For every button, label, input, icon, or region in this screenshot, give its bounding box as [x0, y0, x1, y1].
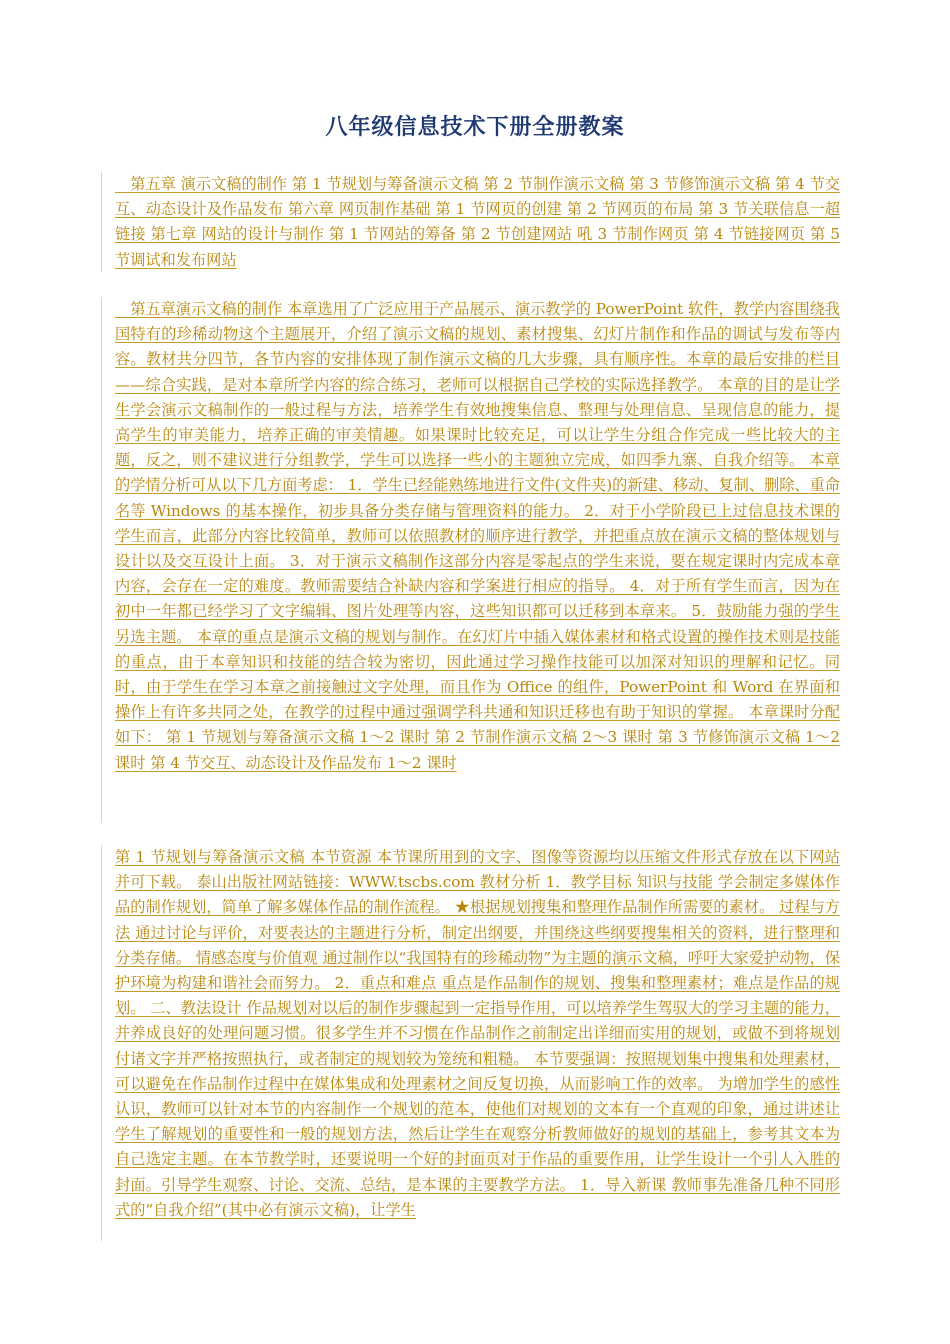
- section-one-block: [101, 845, 846, 1241]
- chapter-overview-block: [101, 297, 846, 823]
- table-of-contents-link[interactable]: 第五章 演示文稿的制作 第 1 节规划与筹备演示文稿 第 2 节制作演示文稿 第 3 节修饰演示文稿 第 4 节交互、动态设计及作品发布 第六章 网页制作基础 第 1 节网页的创建 第 2 节网页的布局 第 3 节关联信息一超链接 第七章 网站的设计与制作 第 1 节网站的筹备 第 2 节创建网站 吼 3 节制作网页 第 4 节链接网页 第 5 节调试和发布网站: [115, 175, 840, 269]
- table-of-contents-block: [101, 172, 846, 272]
- document-title: 八年级信息技术下册全册教案: [325, 115, 625, 140]
- section-one-link[interactable]: 第 1 节规划与筹备演示文稿 本节资源 本节课所用到的文字、图像等资源均以压缩文件形式存放在以下网站并可下载。 泰山出版社网站链接：WWW.tscbs.com 教材分析 1．教学目标 知识与技能 学会制定多媒体作品的制作规划，简单了解多媒体作品的制作流程。 ★根据规划搜集和整理作品制作所需要的素材。 过程与方法 通过讨论与评价，对要表达的主题进行分析，制定出纲要，并围绕这些纲要搜集相关的资料，进行整理和分类存储。 情感态度与价值观 通过制作以“我国特有的珍稀动物”为主题的演示文稿，呼吁大家爱护动物，保护环境为构建和谐社会而努力。 2．重点和难点 重点是作品制作的规划、搜集和整理素材；难点是作品的规划。 二、教法设计 作品规划对以后的制作步骤起到一定指导作用，可以培养学生驾驭大的学习主题的能力，并养成良好的处理问题习惯。很多学生并不习惯在作品制作之前制定出详细而实用的规划，或做不到将规划付诸文字并严格按照执行，或者制定的规划较为笼统和粗糙。 本节要强调：按照规划集中搜集和处理素材，可以避免在作品制作过程中在媒体集成和处理素材之间反复切换，从而影响工作的效率。 为增加学生的感性认识，教师可以针对本节的内容制作一个规划的范本，使他们对规划的文本有一个直观的印象，通过讲述让学生了解规划的重要性和一般的规划方法，然后让学生在观察分析教师做好的规划的基础上，参考其文本为自己选定主题。在本节教学时，还要说明一个好的封面页对于作品的重要作用，让学生设计一个引人入胜的封面。引导学生观察、讨论、交流、总结，是本课的主要教学方法。 1．导入新课 教师事先准备几种不同形式的“自我介绍”(其中必有演示文稿)，让学生: [115, 848, 840, 1219]
- chapter-overview-link[interactable]: 第五章演示文稿的制作 本章选用了广泛应用于产品展示、演示教学的 PowerPoint 软件，教学内容围绕我国特有的珍稀动物这个主题展开，介绍了演示文稿的规划、素材搜集、幻灯片制作和作品的调试与发布等内容。教材共分四节，各节内容的安排体现了制作演示文稿的几大步骤，具有顺序性。本章的最后安排的栏目——综合实践，是对本章所学内容的综合练习，老师可以根据自己学校的实际选择教学。 本章的目的是让学生学会演示文稿制作的一般过程与方法，培养学生有效地搜集信息、整理与处理信息、呈现信息的能力，提高学生的审美能力，培养正确的审美情趣。如果课时比较充足，可以让学生分组合作完成一些比较大的主题，反之，则不建议进行分组教学，学生可以选择一些小的主题独立完成，如四季九寨、自我介绍等。 本章的学情分析可从以下几方面考虑： 1．学生已经能熟练地进行文件(文件夹)的新建、移动、复制、删除、重命名等 Windows 的基本操作，初步具备分类存储与管理资料的能力。 2．对于小学阶段已上过信息技术课的学生而言，此部分内容比较简单，教师可以依照教材的顺序进行教学，并把重点放在演示文稿的整体规划与设计以及交互设计上面。 3．对于演示文稿制作这部分内容是零起点的学生来说，要在规定课时内完成本章内容，会存在一定的难度。教师需要结合补缺内容和学案进行相应的指导。 4．对于所有学生而言，因为在初中一年都已经学习了文字编辑、图片处理等内容，这些知识都可以迁移到本章来。 5．鼓励能力强的学生另选主题。 本章的重点是演示文稿的规划与制作。在幻灯片中插入媒体素材和格式设置的操作技术则是技能的重点，由于本章知识和技能的结合较为密切，因此通过学习操作技能可以加深对知识的理解和记忆。同时，由于学生在学习本章之前接触过文字处理，而且作为 Office 的组件，PowerPoint 和 Word 在界面和操作上有许多共同之处，在教学的过程中通过强调学科共通和知识迁移也有助于知识的掌握。 本章课时分配如下： 第 1 节规划与筹备演示文稿 1～2 课时 第 2 节制作演示文稿 2～3 课时 第 3 节修饰演示文稿 1～2 课时 第 4 节交互、动态设计及作品发布 1～2 课时: [115, 300, 840, 772]
